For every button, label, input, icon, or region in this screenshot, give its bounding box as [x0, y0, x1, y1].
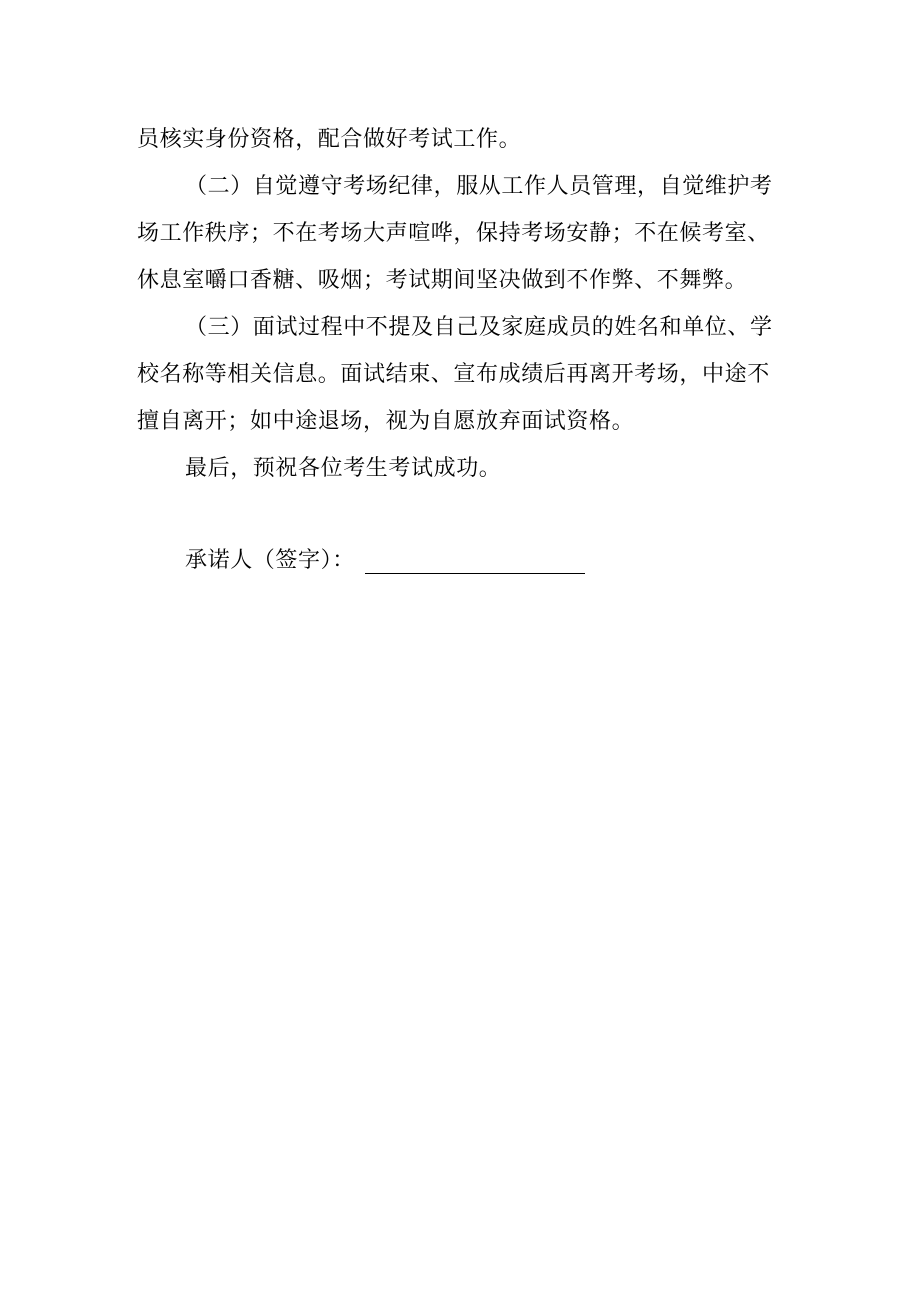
paragraph-line: 擅自离开；如中途退场，视为自愿放弃面试资格。	[137, 409, 635, 434]
paragraph-line: 休息室嚼口香糖、吸烟；考试期间坚决做到不作弊、不舞弊。	[137, 268, 748, 293]
signature-line	[365, 572, 585, 574]
paragraph-line: 场工作秩序；不在考场大声喧哗，保持考场安静；不在候考室、	[137, 221, 770, 246]
paragraph-line: （三）面试过程中不提及自己及家庭成员的姓名和单位、学	[185, 315, 773, 340]
signature-label: 承诺人（签字）：	[185, 548, 355, 573]
signature-row	[185, 546, 585, 576]
closing-line: 最后，预祝各位考生考试成功。	[185, 456, 502, 481]
paragraph-line: 员核实身份资格，配合做好考试工作。	[137, 127, 522, 152]
paragraph-line: （二）自觉遵守考场纪律，服从工作人员管理，自觉维护考	[185, 174, 773, 199]
paragraph-line: 校名称等相关信息。面试结束、宣布成绩后再离开考场，中途不	[137, 362, 770, 387]
